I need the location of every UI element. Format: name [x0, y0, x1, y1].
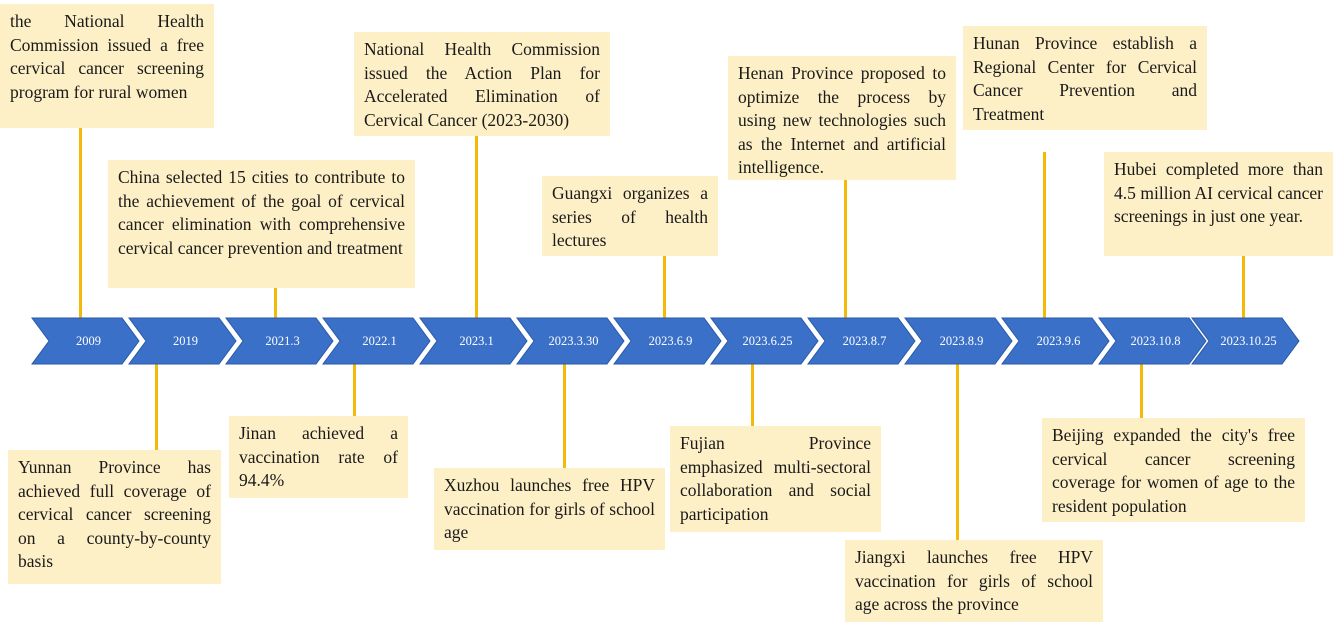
timeline-step	[1192, 318, 1299, 364]
event-text: the National Health Commission issued a free cervical cancer screening program for rural women	[10, 11, 204, 102]
event-text: Henan Province proposed to optimize the process by using new technologies such as the Internet and artificial intelligence.	[738, 63, 946, 177]
timeline-date: 2022.1	[362, 334, 397, 348]
timeline-step	[1099, 318, 1206, 364]
timeline-date: 2023.8.7	[842, 334, 887, 348]
event-text: China selected 15 cities to contribute to the achievement of the goal of cervical cancer elimination with comprehensive cervical cancer prevention and treatment	[118, 167, 405, 258]
timeline-step	[129, 318, 236, 364]
event-text: Jinan achieved a vaccination rate of 94.4%	[239, 423, 398, 490]
event-note-2023-8-7	[728, 56, 956, 180]
event-note-2009	[0, 4, 214, 128]
timeline-step	[808, 318, 915, 364]
timeline-step	[1002, 318, 1109, 364]
event-text: Yunnan Province has achieved full coverage of cervical cancer screening on a county-by-county basis	[18, 457, 211, 571]
event-note-2021-3	[108, 160, 415, 288]
event-note-2023-1	[354, 32, 610, 136]
timeline-date: 2023.9.6	[1036, 334, 1081, 348]
event-note-2019	[8, 450, 221, 584]
connector-2022-1	[353, 362, 356, 416]
event-text: Hubei completed more than 4.5 million AI cervical cancer screenings in just one year.	[1114, 159, 1323, 226]
event-note-2023-8-9	[845, 540, 1103, 622]
timeline-date: 2023.1	[459, 334, 494, 348]
connector-2009	[79, 128, 82, 320]
timeline-date: 2023.3.30	[548, 334, 599, 348]
event-note-2023-6-25	[670, 426, 881, 532]
event-note-2023-3-30	[434, 468, 665, 550]
event-text: Jiangxi launches free HPV vaccination for girls of school age across the province	[855, 547, 1093, 614]
timeline-step	[905, 318, 1012, 364]
connector-2023-10-25	[1242, 256, 1245, 320]
event-note-2023-10-8	[1042, 418, 1305, 522]
event-text: Xuzhou launches free HPV vaccination for girls of school age	[444, 475, 655, 542]
timeline-date: 2023.6.9	[648, 334, 693, 348]
timeline-date: 2021.3	[265, 334, 300, 348]
connector-2021-3	[274, 288, 277, 320]
timeline-step	[711, 318, 818, 364]
timeline-step	[420, 318, 527, 364]
timeline-step	[614, 318, 721, 364]
event-text: Guangxi organizes a series of health lectures	[552, 183, 708, 250]
event-note-2023-9-6	[963, 26, 1207, 130]
connector-2023-8-9	[956, 362, 959, 540]
connector-2023-6-9	[663, 256, 666, 320]
timeline-step	[32, 318, 139, 364]
connector-2019	[155, 362, 158, 450]
timeline-date: 2009	[76, 334, 101, 348]
timeline-date: 2023.8.9	[939, 334, 984, 348]
connector-2023-3-30	[563, 362, 566, 468]
event-text: Hunan Province establish a Regional Center for Cervical Cancer Prevention and Treatment	[973, 33, 1197, 124]
event-text: Fujian Province emphasized multi-sectoral collaboration and social participation	[680, 433, 871, 524]
timeline-date: 2019	[173, 334, 198, 348]
connector-2023-10-8	[1140, 362, 1143, 418]
connector-2023-6-25	[751, 362, 754, 426]
timeline-step	[323, 318, 430, 364]
connector-2023-8-7	[844, 180, 847, 320]
timeline-date: 2023.10.25	[1220, 334, 1277, 348]
event-text: National Health Commission issued the Action Plan for Accelerated Elimination of Cervical Cancer (2023-2030)	[364, 39, 600, 130]
event-note-2023-6-9	[542, 176, 718, 256]
event-note-2023-10-25	[1104, 152, 1333, 256]
timeline-date: 2023.6.25	[742, 334, 793, 348]
timeline-step	[517, 318, 624, 364]
connector-2023-9-6	[1043, 152, 1046, 320]
connector-2023-1	[475, 136, 478, 320]
timeline-step	[226, 318, 333, 364]
event-note-2022-1	[229, 416, 408, 498]
event-text: Beijing expanded the city's free cervical cancer screening coverage for women of age to the resident population	[1052, 425, 1295, 516]
timeline-date: 2023.10.8	[1130, 334, 1181, 348]
